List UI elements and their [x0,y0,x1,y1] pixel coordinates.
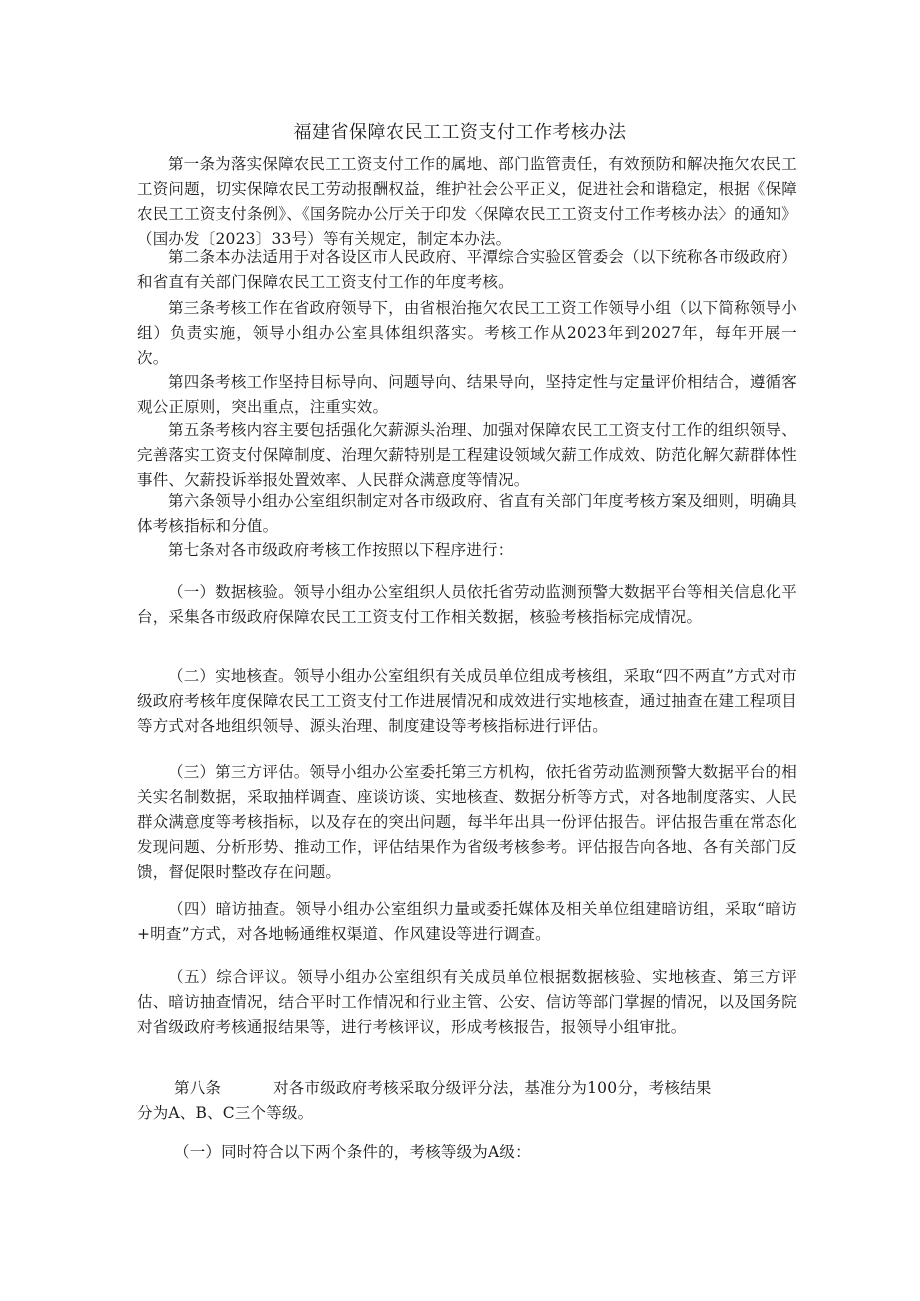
article-8-line-1 [174,1076,712,1098]
document-title: 福建省保障农民工工资支付工作考核办法 [293,122,627,143]
article-4: 第四条考核工作坚持目标导向、问题导向、结果导向，坚持定性与定量评价相结合，遵循客观公正原则，突出重点，注重实效。 [137,373,797,416]
procedure-data-verification: （一）数据核验。领导小组办公室组织人员依托省劳动监测预警大数据平台等相关信息化平台，采集各市级政府保障农民工工资支付工作相关数据，核验考核指标完成情况。 [137,583,797,626]
article-2: 第二条本办法适用于对各设区市人民政府、平潭综合实验区管委会（以下统称各市级政府）和省直有关部门保障农民工工资支付工作的年度考核。 [137,248,797,291]
article-8-text: 对各市级政府考核采取分级评分法，基准分为100分，考核结果 [273,1079,712,1097]
article-3: 第三条考核工作在省政府领导下，由省根治拖欠农民工工资工作领导小组（以下简称领导小组）负责实施，领导小组办公室具体组织落实。考核工作从2023年到2027年，每年开展一次。 [137,299,797,367]
grade-a-criteria: （一）同时符合以下两个条件的，考核等级为A级： [174,1143,531,1161]
article-5: 第五条考核内容主要包括强化欠薪源头治理、加强对保障农民工工资支付工作的组织领导、完善落实工资支付保障制度、治理欠薪特别是工程建设领域欠薪工作成效、防范化解欠薪群体性事件、欠薪投诉举报处置效率、人民群众满意度等情况。 [137,421,797,489]
article-8-line-2: 分为A、B、C三个等级。 [137,1104,314,1122]
article-8-label: 第八条 [174,1079,222,1097]
article-1: 第一条为落实保障农民工工资支付工作的属地、部门监管责任，有效预防和解决拖欠农民工工资问题，切实保障农民工劳动报酬权益，维护社会公平正义，促进社会和谐稳定，根据《保障农民工工资支付条例》、《国务院办公厅关于印发〈保障农民工工资支付工作考核办法〉的通知》（国办发〔2023〕33号）等有关规定，制定本办法。 [137,155,797,248]
article-7: 第七条对各市级政府考核工作按照以下程序进行： [168,541,514,559]
procedure-onsite-inspection: （二）实地核查。领导小组办公室组织有关成员单位组成考核组，采取“四不两直”方式对市级政府考核年度保障农民工工资支付工作进展情况和成效进行实地核查，通过抽查在建工程项目等方式对各地组织领导、源头治理、制度建设等考核指标进行评估。 [137,667,797,735]
procedure-comprehensive-review: （五）综合评议。领导小组办公室组织有关成员单位根据数据核验、实地核查、第三方评估、暗访抽查情况，结合平时工作情况和行业主管、公安、信访等部门掌握的情况，以及国务院对省级政府考核通报结果等，进行考核评议，形成考核报告，报领导小组审批。 [137,968,797,1036]
article-6: 第六条领导小组办公室组织制定对各市级政府、省直有关部门年度考核方案及细则，明确具体考核指标和分值。 [137,492,797,535]
procedure-unannounced-check: （四）暗访抽查。领导小组办公室组织力量或委托媒体及相关单位组建暗访组，采取“暗访+明查”方式，对各地畅通维权渠道、作风建设等进行调查。 [137,900,797,943]
procedure-third-party-evaluation: （三）第三方评估。领导小组办公室委托第三方机构，依托省劳动监测预警大数据平台的相关实名制数据，采取抽样调查、座谈访谈、实地核查、数据分析等方式，对各地制度落实、人民群众满意度等考核指标，以及存在的突出问题，每半年出具一份评估报告。评估报告重在常态化发现问题、分析形势、推动工作，评估结果作为省级考核参考。评估报告向各地、各有关部门反馈，督促限时整改存在问题。 [137,763,797,881]
